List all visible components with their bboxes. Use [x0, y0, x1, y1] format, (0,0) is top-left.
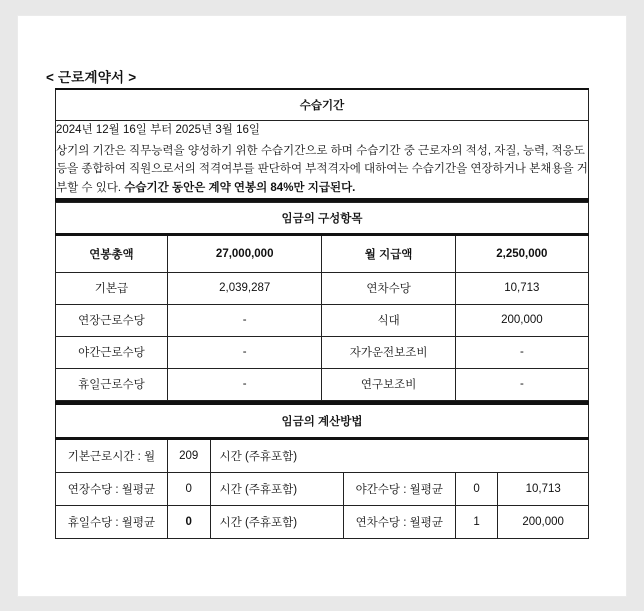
table-row — [56, 234, 589, 272]
wage-row-value-1: - — [167, 368, 322, 400]
wage-row-label-2: 식대 — [322, 304, 455, 336]
table-row — [56, 505, 589, 538]
calc-row-unit: 시간 (주휴포함) — [210, 505, 343, 538]
wage-composition-header: 임금의 구성항목 — [56, 202, 589, 234]
wage-composition-section — [55, 202, 589, 401]
table-row — [56, 472, 589, 505]
calc-row-unit: 시간 (주휴포함) — [210, 438, 588, 472]
probation-text-bold: 수습기간 동안은 계약 연봉의 84%만 지급된다. — [124, 181, 356, 194]
table-row — [56, 121, 589, 200]
wage-row-label-1: 연봉총액 — [56, 234, 168, 272]
table-row — [56, 336, 589, 368]
wage-row-value-2: - — [455, 336, 588, 368]
probation-text: 상기의 기간은 직무능력을 양성하기 위한 수습기간으로 하며 수습기간 중 근로자의 적성, 자질, 능력, 적응도 등을 종합하여 직원으로서의 적격여부를 판단하여 부적격자에 대하여는 수습기간을 연장하거나 본채용을 거부할 수 있다. — [56, 144, 588, 194]
calc-row-label: 기본근로시간 : 월 — [56, 438, 168, 472]
calc-row-unit: 시간 (주휴포함) — [210, 472, 343, 505]
wage-row-label-2: 월 지급액 — [322, 234, 455, 272]
table-row — [56, 89, 589, 121]
wage-row-label-1: 야간근로수당 — [56, 336, 168, 368]
calc-row-amount: 10,713 — [498, 472, 589, 505]
calc-row-count: 0 — [167, 472, 210, 505]
wage-row-value-2: 2,250,000 — [455, 234, 588, 272]
page-title: < 근로계약서 > — [46, 70, 137, 85]
calc-row-amount: 200,000 — [498, 505, 589, 538]
calc-row-label: 연장수당 : 월평균 — [56, 472, 168, 505]
wage-row-value-1: - — [167, 336, 322, 368]
contract-sheet — [55, 88, 589, 539]
calc-row-count-2: 1 — [455, 505, 498, 538]
calc-row-label: 휴일수당 : 월평균 — [56, 505, 168, 538]
table-row — [56, 202, 589, 234]
table-row — [56, 368, 589, 400]
wage-calculation-section — [55, 401, 589, 539]
probation-section — [55, 88, 589, 202]
wage-row-label-1: 기본급 — [56, 272, 168, 304]
table-row — [56, 403, 589, 439]
probation-header: 수습기간 — [56, 89, 589, 121]
probation-period: 2024년 12월 16일 부터 2025년 3월 16일 — [56, 124, 260, 136]
wage-calculation-header: 임금의 계산방법 — [56, 403, 589, 439]
wage-row-value-1: - — [167, 304, 322, 336]
table-row — [56, 438, 589, 472]
wage-row-value-2: 200,000 — [455, 304, 588, 336]
table-row — [56, 272, 589, 304]
wage-row-label-1: 휴일근로수당 — [56, 368, 168, 400]
calc-row-count: 209 — [167, 438, 210, 472]
wage-row-value-2: 10,713 — [455, 272, 588, 304]
wage-row-label-2: 연차수당 — [322, 272, 455, 304]
wage-row-value-2: - — [455, 368, 588, 400]
wage-row-value-1: 2,039,287 — [167, 272, 322, 304]
calc-row-label-2: 야간수당 : 월평균 — [343, 472, 455, 505]
table-row — [56, 304, 589, 336]
wage-row-label-2: 연구보조비 — [322, 368, 455, 400]
calc-row-count-2: 0 — [455, 472, 498, 505]
probation-body — [56, 121, 589, 200]
wage-row-label-1: 연장근로수당 — [56, 304, 168, 336]
calc-row-label-2: 연차수당 : 월평균 — [343, 505, 455, 538]
document-page — [18, 16, 626, 596]
wage-row-label-2: 자가운전보조비 — [322, 336, 455, 368]
calc-row-count: 0 — [167, 505, 210, 538]
wage-row-value-1: 27,000,000 — [167, 234, 322, 272]
